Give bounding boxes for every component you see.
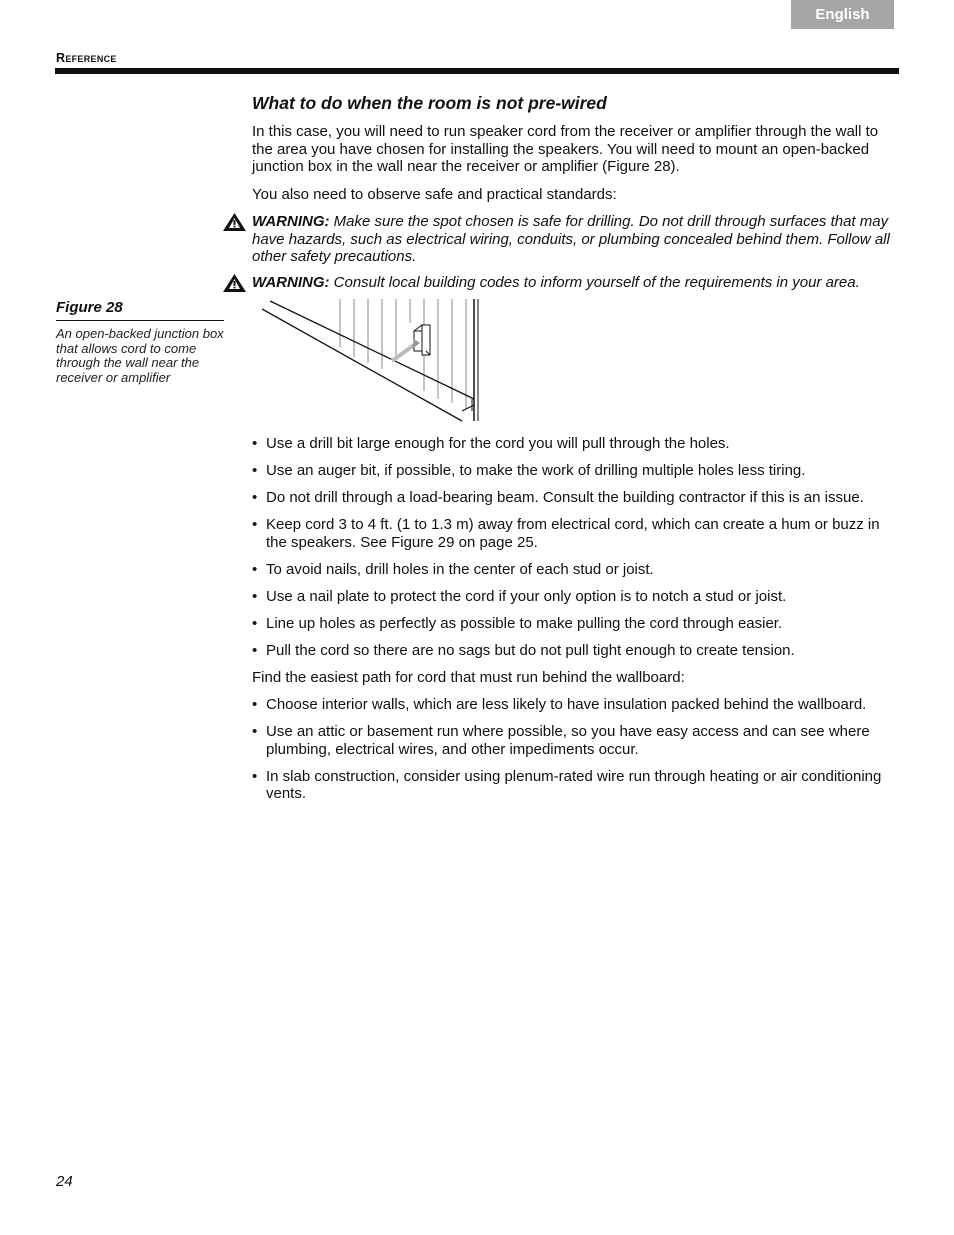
path-intro-paragraph: Find the easiest path for cord that must run behind the wallboard: [252, 668, 685, 686]
junction-box-illustration [262, 299, 492, 425]
standards-paragraph: You also need to observe safe and practical standards: [252, 185, 617, 203]
figure-description: An open-backed junction box that allows cord to come through the wall near the receiver or amplifier [56, 326, 224, 385]
intro-paragraph: In this case, you will need to run speaker cord from the receiver or amplifier through the wall to the area you have chosen for installing the speakers. You will need to mount an open-backed junction box in the wall near the receiver or amplifier (Figure 28). [252, 123, 879, 175]
page-number: 24 [56, 1173, 73, 1190]
language-tab[interactable]: English [791, 0, 894, 29]
figure-28-illustration [252, 299, 900, 429]
figure-caption [56, 299, 224, 385]
section-heading: What to do when the room is not pre-wired [252, 93, 607, 113]
main-content [252, 93, 900, 812]
list-item: • Use an auger bit, if possible, to make the work of drilling multiple holes less tiring. [252, 462, 900, 480]
warning-text: Make sure the spot chosen is safe for drilling. Do not drill through surfaces that may have hazards, such as electrical wiring, conduits, or plumbing concealed behind them. Follow all other safety precautions. [252, 213, 890, 265]
list-item: • Line up holes as perfectly as possible to make pulling the cord through easier. [252, 615, 900, 633]
figure-title: Figure 28 [56, 299, 224, 321]
list-item: • Keep cord 3 to 4 ft. (1 to 1.3 m) away from electrical cord, which can create a hum or buzz in the speakers. See Figure 29 on page 25. [252, 516, 900, 551]
warning-label: WARNING: [252, 213, 330, 230]
list-item: • Choose interior walls, which are less likely to have insulation packed behind the wallboard. [252, 696, 900, 714]
warning-triangle-icon [223, 274, 246, 292]
warning-1 [252, 213, 900, 266]
list-item: • In slab construction, consider using plenum-rated wire run through heating or air conditioning vents. [252, 768, 900, 803]
drilling-tips-list [252, 435, 900, 659]
header-rule [55, 68, 899, 74]
section-label: Reference [56, 51, 117, 65]
list-item: • Do not drill through a load-bearing beam. Consult the building contractor if this is an issue. [252, 489, 900, 507]
warning-triangle-icon [223, 213, 246, 231]
warning-2 [252, 274, 900, 292]
list-item: • Pull the cord so there are no sags but do not pull tight enough to create tension. [252, 642, 900, 660]
cord-path-list [252, 696, 900, 803]
list-item: • Use a drill bit large enough for the cord you will pull through the holes. [252, 435, 900, 453]
warning-label: WARNING: [252, 273, 330, 291]
list-item: • Use an attic or basement run where possible, so you have easy access and can see where plumbing, electrical wires, and other impediments occur. [252, 723, 900, 758]
list-item: • To avoid nails, drill holes in the center of each stud or joist. [252, 561, 900, 579]
warning-text: Consult local building codes to inform yourself of the requirements in your area. [329, 273, 860, 291]
list-item: • Use a nail plate to protect the cord if your only option is to notch a stud or joist. [252, 588, 900, 606]
